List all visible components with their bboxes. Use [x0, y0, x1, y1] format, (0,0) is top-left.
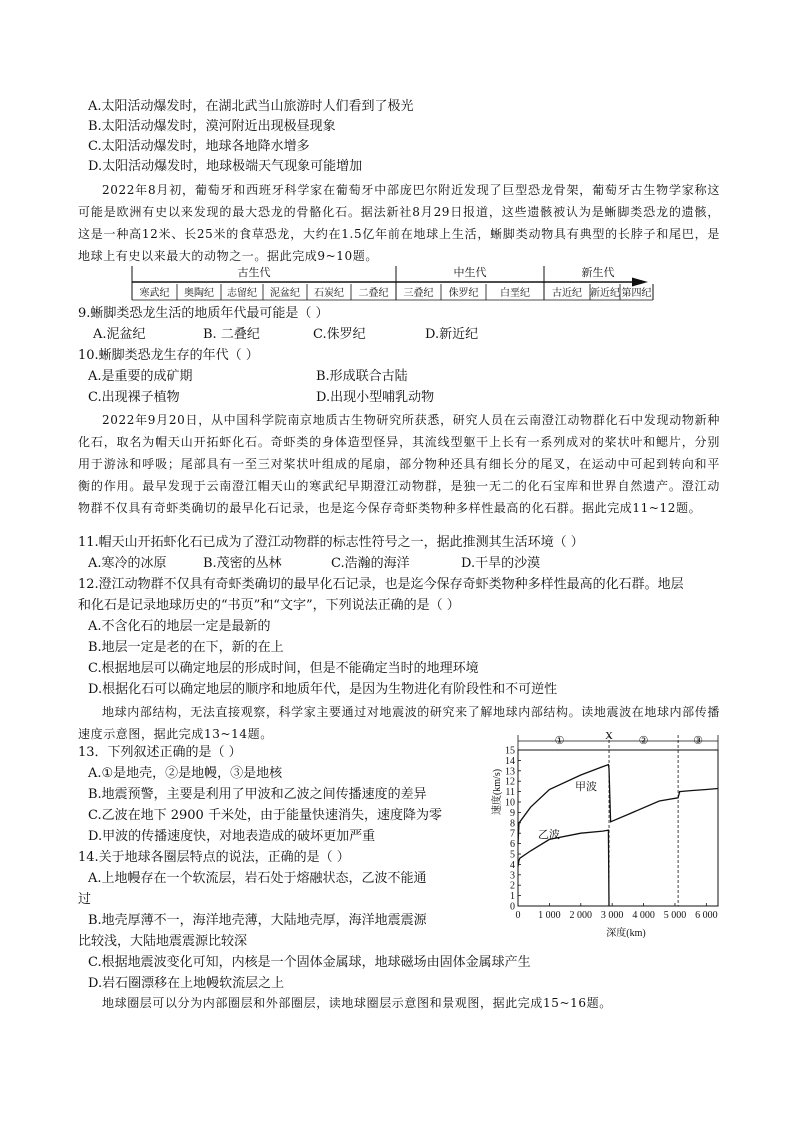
period-label: 奥陶纪	[184, 288, 214, 299]
q8-option-d: D.太阳活动爆发时，地球极端天气现象可能增加	[88, 159, 363, 174]
q10-stem: 10.蜥脚类恐龙生存的年代（ ）	[78, 348, 259, 363]
era-label: 中生代	[453, 267, 487, 279]
x-tick-label: 2 000	[569, 910, 593, 921]
period-label: 三叠纪	[403, 288, 434, 299]
x-tick-label: 4 000	[632, 910, 655, 921]
q10-option-b: B.形成联合古陆	[316, 369, 408, 384]
q14-option-b: B.地壳厚薄不一，海洋地壳薄，大陆地壳厚，海洋地震震源	[88, 913, 427, 928]
q12-option-a: A.不含化石的地层一定是最新的	[88, 619, 271, 634]
period-label: 石炭纪	[314, 288, 344, 299]
passage-15-16: 地球圈层可以分为内部圈层和外部圈层，读地球圈层示意图和景观图，据此完成15~16题。	[102, 996, 612, 1010]
period-label: 寒武纪	[139, 288, 170, 299]
q9-option-c: C.侏罗纪	[313, 327, 366, 342]
plot-frame	[518, 750, 718, 906]
y-axis-label: 速度(km/s)	[492, 768, 503, 816]
y-tick-label: 14	[505, 755, 515, 767]
x-tick-label: 3 000	[600, 910, 624, 921]
q12-option-b: B.地层一定是老的在下，新的在上	[88, 640, 284, 655]
y-tick-label: 3	[510, 870, 515, 882]
y-tick-label: 0	[510, 901, 515, 913]
q9-option-a: A.泥盆纪	[93, 327, 146, 342]
q10-option-a: A.是重要的成矿期	[88, 369, 193, 384]
series-label-s-wave: 乙波	[538, 829, 560, 841]
layer-label-2: ②	[638, 735, 649, 747]
series-label-p-wave: 甲波	[575, 781, 597, 793]
y-tick-label: 5	[510, 849, 515, 861]
passage-11-12: 2022年9月20日，从中国科学院南京地质古生物研究所获悉，研究人员在云南澄江动物群化石中发现动物新种化石，取名为帽天山开拓虾化石。奇虾类的身体造型怪异，其流线型躯干上长有一系列成对的桨状叶和鳃片，分别用于游泳和呼吸；尾部具有一至三对桨状叶组成的尾扇，部分物种还具有细长分的尾叉，在运动中可起到转向和平衡的作用。最早发现于云南澄江帽天山的寒武纪早期澄江动物群，是独一无二的化石宝库和世界自然遗产。澄江动物群不仅具有奇虾类确切的最早化石记录，也是迄今保存奇虾类物种多样性最高的化石群。据此完成11~12题。	[78, 413, 720, 515]
q11-option-a: A.寒冷的冰原	[88, 556, 167, 571]
q13-option-b: B.地震预警，主要是利用了甲波和乙波之间传播速度的差异	[88, 787, 427, 802]
y-tick-label: 10	[505, 797, 515, 809]
q10-option-d: D.出现小型哺乳动物	[316, 390, 435, 405]
q12-option-d: D.根据化石可以确定地层的顺序和地质年代，是因为生物进化有阶段性和不可逆性	[88, 682, 558, 697]
x-tick-label: 1 000	[538, 910, 561, 921]
q10-option-c: C.出现裸子植物	[88, 390, 180, 405]
x-tick-label: 6 000	[695, 910, 718, 921]
period-label: 二叠纪	[358, 288, 389, 299]
y-tick-label: 6	[510, 839, 515, 851]
q11-options	[88, 554, 540, 574]
x-tick-label: 0	[515, 910, 521, 921]
q14-option-a: A.上地幔存在一个软流层，岩石处于熔融状态，乙波不能通	[88, 871, 427, 886]
period-label: 古近纪	[552, 288, 582, 299]
q12-stem-line2: 和化石是记录地球历史的“书页”和“文字”，下列说法正确的是（ ）	[78, 598, 460, 613]
q12-option-c: C.根据地层可以确定地层的形成时间，但是不能确定当时的地理环境	[88, 661, 479, 676]
era-label: 新生代	[581, 267, 615, 279]
layer-label-1: ①	[554, 735, 565, 747]
y-tick-label: 7	[510, 828, 515, 840]
passage-13-14: 地球内部结构，无法直接观察，科学家主要通过对地震波的研究来了解地球内部结构。读地震波在地球内部传播速度示意图，据此完成13~14题。	[78, 705, 720, 741]
q9-options	[93, 325, 478, 345]
layer-label-3: ③	[693, 735, 703, 747]
period-label: 新近纪	[590, 288, 620, 299]
q9-option-b: B. 二叠纪	[203, 327, 260, 342]
x-tick-label: 5 000	[663, 910, 687, 921]
q12-stem-line1: 12.澄江动物群不仅具有奇虾类确切的最早化石记录，也是迄今保存奇虾类物种多样性最高的化石群。地层	[78, 577, 684, 592]
period-label: 泥盆纪	[270, 288, 300, 299]
seismic-wave-chart	[478, 730, 728, 938]
period-label: 志留纪	[227, 288, 257, 299]
period-label: 第四纪	[621, 288, 652, 299]
q13-option-a: A.①是地壳，②是地幔，③是地核	[88, 766, 283, 781]
x-axis-label: 深度(km)	[606, 928, 646, 938]
s-wave-line	[518, 830, 609, 906]
q14-option-b-cont: 比较浅，大陆地震震源比较深	[78, 934, 248, 949]
q8-option-c: C.太阳活动爆发时，地球各地降水增多	[88, 139, 310, 154]
period-label: 白垩纪	[500, 288, 530, 299]
timeline-arrow-icon	[632, 278, 648, 287]
geologic-timeline	[120, 262, 660, 304]
y-tick-label: 2	[510, 880, 515, 892]
q8-option-b: B.太阳活动爆发时，漠河附近出现极昼现象	[88, 119, 336, 134]
y-tick-label: 4	[510, 859, 515, 871]
q14-stem: 14.关于地球各圈层特点的说法，正确的是（ ）	[78, 850, 350, 865]
q13-option-d: D.甲波的传播速度快，对地表造成的破坏更加严重	[88, 829, 376, 844]
q14-option-c: C.根据地震波变化可知，内核是一个固体金属球，地球磁场由固体金属球产生	[88, 955, 531, 970]
y-tick-label: 15	[505, 745, 515, 757]
y-tick-label: 12	[505, 776, 515, 788]
y-tick-label: 13	[505, 766, 515, 778]
layer-label-x: X	[605, 730, 614, 742]
q8-option-a: A.太阳活动爆发时，在湖北武当山旅游时人们看到了极光	[88, 99, 414, 114]
q11-stem: 11.帽天山开拓虾化石已成为了澄江动物群的标志性符号之一，据此推测其生活环境（ ）	[78, 535, 584, 550]
y-tick-label: 11	[505, 787, 515, 799]
y-tick-label: 9	[510, 807, 515, 819]
q11-option-c: C.浩瀚的海洋	[331, 556, 410, 571]
y-tick-label: 1	[510, 891, 515, 903]
q11-option-b: B.茂密的丛林	[203, 556, 282, 571]
q14-option-a-cont: 过	[78, 892, 92, 907]
y-tick-label: 8	[510, 818, 515, 830]
q9-stem: 9.蜥脚类恐龙生活的地质年代最可能是（ ）	[78, 306, 329, 321]
period-label: 侏罗纪	[448, 288, 479, 299]
q11-option-d: D.干旱的沙漠	[461, 556, 541, 571]
q9-option-d: D.新近纪	[425, 327, 479, 342]
era-label: 古生代	[237, 267, 271, 279]
q13-option-c: C.乙波在地下 2900 千米处，由于能量快速消失，速度降为零	[88, 808, 442, 823]
q14-option-d: D.岩石圈漂移在上地幔软流层之上	[88, 976, 285, 991]
q13-stem: 13．下列叙述正确的是（ ）	[78, 745, 242, 760]
passage-9-10: 2022年8月初，葡萄牙和西班牙科学家在葡萄牙中部庞巴尔附近发现了巨型恐龙骨架，葡萄牙古生物学家称这可能是欧洲有史以来发现的最大恐龙的骨骼化石。据法新社8月29日报道，这些遗骸被认为是蜥脚类恐龙的遗骸，这是一种高12米、长25米的食草恐龙，大约在1.5亿年前在地球上生活，蜥脚类动物具有典型的长脖子和尾巴，是地球上有史以来最大的动物之一。据此完成9~10题。	[78, 183, 720, 263]
